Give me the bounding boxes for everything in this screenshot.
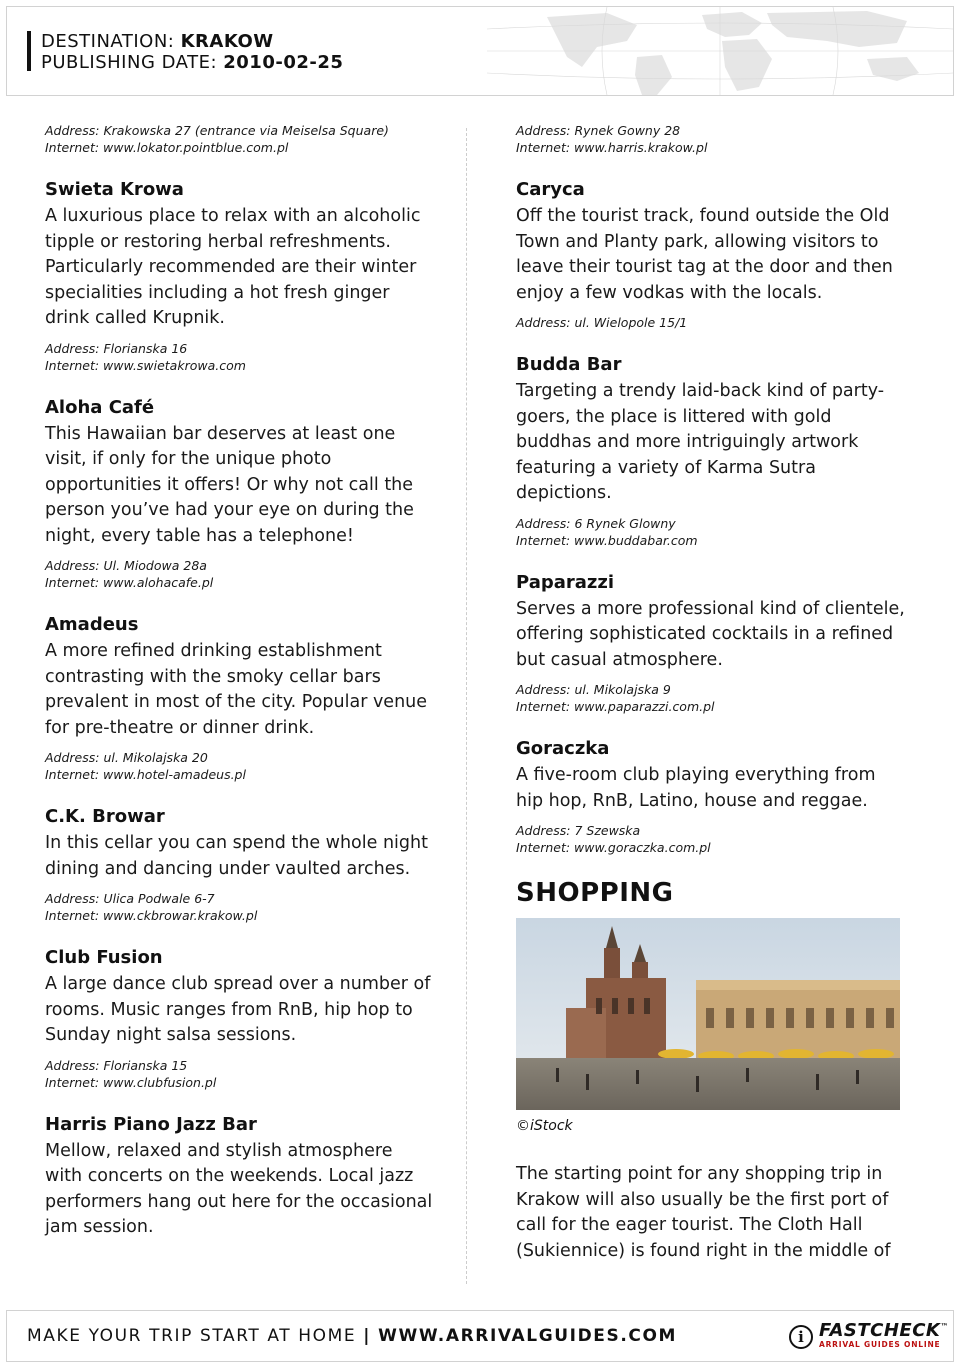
publishing-date-line: [41, 52, 343, 73]
venue-paparazzi: [516, 571, 906, 716]
venue-description: In this cellar you can spend the whole night dining and dancing under vaulted arches.: [45, 833, 428, 879]
venue-budda-bar: [516, 353, 906, 549]
venue-name: C.K. Browar: [45, 806, 165, 827]
venue-address: Address: Rynek Gowny 28: [516, 123, 681, 138]
venue-name: Goraczka: [516, 738, 610, 759]
venue-intro-left: [45, 122, 435, 156]
venue-name: Caryca: [516, 179, 585, 200]
venue-internet[interactable]: Internet: www.buddabar.com: [516, 532, 698, 548]
venue-address: Address: Florianska 16: [45, 340, 188, 356]
venue-address: Address: 7 Szewska: [516, 823, 641, 838]
logo-name: [819, 1320, 949, 1341]
venue-swieta-krowa: [45, 178, 435, 374]
footer-website-link[interactable]: WWW.ARRIVALGUIDES.COM: [378, 1326, 678, 1346]
venue-internet[interactable]: Internet: www.ckbrowar.krakow.pl: [45, 908, 258, 923]
venue-club-fusion: [45, 946, 435, 1091]
venue-address: Address: Ulica Podwale 6-7: [45, 891, 215, 906]
venue-internet[interactable]: Internet: www.alohacafe.pl: [45, 575, 214, 590]
destination-value: KRAKOW: [180, 31, 274, 52]
venue-name: Budda Bar: [516, 354, 622, 375]
venue-address: Address: Krakowska 27 (entrance via Meiselsa Square): [45, 123, 389, 138]
krakow-market-square-photo: [516, 918, 900, 1110]
venue-name: Club Fusion: [45, 947, 163, 968]
venue-caryca: [516, 178, 906, 331]
photo-credit: ©iStock: [516, 1118, 573, 1134]
venue-description: A large dance club spread over a number of rooms. Music ranges from RnB, hip hop to Sunday night salsa sessions.: [45, 974, 431, 1045]
venue-description: Serves a more professional kind of clientele, offering sophisticated cocktails in a refined but casual atmosphere.: [516, 598, 905, 670]
logo-trademark: ™: [940, 1322, 949, 1331]
footer-separator: |: [363, 1326, 372, 1346]
fastcheck-logo: [789, 1319, 949, 1353]
venue-address: Address: Ul. Miodowa 28a: [45, 558, 207, 573]
venue-internet[interactable]: Internet: www.hotel-amadeus.pl: [45, 767, 246, 782]
venue-aloha-cafe: [45, 396, 435, 592]
venue-internet[interactable]: Internet: www.goraczka.com.pl: [516, 840, 711, 855]
venue-intro-right: [516, 122, 906, 156]
logo-subtitle: ARRIVAL GUIDES ONLINE: [819, 1340, 941, 1349]
logo-name-text: FASTCHECK: [819, 1320, 941, 1341]
venue-name: Harris Piano Jazz Bar: [45, 1113, 257, 1135]
world-map-background: [487, 7, 953, 95]
shopping-text: The starting point for any shopping trip in Krakow will also usually be the first port of call for the eager tourist. The Cloth Hall (Sukiennice) is found right in the middle of: [516, 1164, 891, 1261]
venue-ck-browar: [45, 805, 435, 924]
venue-internet[interactable]: Internet: www.swietakrowa.com: [45, 357, 246, 373]
venue-address: Address: Florianska 15: [45, 1057, 188, 1073]
venue-description: This Hawaiian bar deserves at least one visit, if only for the unique photo opportunities it offers! Or why not call the person you’ve had your eye on during the night, every table has a telephone!: [45, 423, 414, 546]
venue-description: A more refined drinking establishment contrasting with the smoky cellar bars prevalent in most of the city. Popular venue for pre-theatre or dinner drink.: [45, 641, 428, 738]
page-footer: [6, 1310, 954, 1362]
venue-amadeus: [45, 613, 435, 783]
venue-description: Targeting a trendy laid-back kind of party-goers, the place is littered with gold buddhas and more intriguingly artwork featuring a variety of Karma Sutra depictions.: [516, 381, 885, 503]
venue-name: Swieta Krowa: [45, 179, 184, 200]
right-column: [516, 122, 906, 1272]
publishing-date-value: 2010-02-25: [223, 52, 344, 73]
venue-name: Paparazzi: [516, 571, 615, 593]
footer-tagline-line: [27, 1326, 677, 1346]
footer-tagline: MAKE YOUR TRIP START AT HOME: [27, 1326, 357, 1346]
header-accent-bar: [27, 31, 31, 71]
venue-description: A luxurious place to relax with an alcoholic tipple or restoring herbal refreshments. Particularly recommended are their winter specialities including a hot fresh ginger drink called Krupnik.: [45, 206, 421, 328]
venue-goraczka: [516, 737, 906, 856]
destination-line: [41, 31, 274, 52]
venue-internet[interactable]: Internet: www.clubfusion.pl: [45, 1074, 217, 1090]
venue-internet[interactable]: Internet: www.harris.krakow.pl: [516, 140, 708, 155]
shopping-heading: SHOPPING: [516, 878, 674, 908]
venue-address: Address: ul. Wielopole 15/1: [516, 315, 688, 330]
venue-name: Aloha Café: [45, 396, 155, 418]
venue-address: Address: 6 Rynek Glowny: [516, 515, 676, 531]
column-divider: [466, 128, 467, 1284]
publishing-date-label: PUBLISHING DATE:: [41, 52, 218, 73]
venue-description: Off the tourist track, found outside the Old Town and Planty park, allowing visitors to leave their tourist tag at the door and then enjoy a few vodkas with the locals.: [516, 206, 893, 303]
venue-description: A five-room club playing everything from hip hop, RnB, Latino, house and reggae.: [516, 765, 876, 811]
destination-label: DESTINATION:: [41, 31, 175, 52]
info-icon: i: [789, 1325, 813, 1349]
venue-internet[interactable]: Internet: www.paparazzi.com.pl: [516, 699, 715, 714]
venue-harris-piano-jazz-bar: [45, 1113, 435, 1241]
venue-description: Mellow, relaxed and stylish atmosphere with concerts on the weekends. Local jazz performers hang out here for the occasional jam session.: [45, 1140, 433, 1237]
venue-address: Address: ul. Mikolajska 9: [516, 682, 671, 697]
page-header: [6, 6, 954, 96]
venue-internet[interactable]: Internet: www.lokator.pointblue.com.pl: [45, 140, 289, 155]
venue-name: Amadeus: [45, 614, 139, 635]
venue-address: Address: ul. Mikolajska 20: [45, 750, 208, 765]
left-column: [45, 122, 435, 1263]
